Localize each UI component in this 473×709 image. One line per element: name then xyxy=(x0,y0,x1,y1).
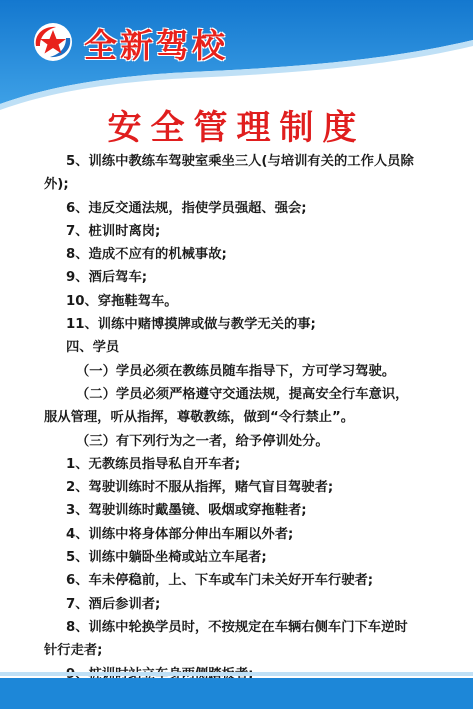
section-heading: 四、学员 xyxy=(66,340,120,356)
rule-line: 8、造成不应有的机械事故; xyxy=(66,247,227,263)
rule-line: （二）学员必须严格遵守交通法规，提高安全行车意识， xyxy=(76,386,409,402)
rule-line: 7、桩训时离岗; xyxy=(66,223,161,239)
rule-line: 服从管理，听从指挥，尊敬教练，做到“令行禁止”。 xyxy=(44,410,355,426)
rule-line: 2、驾驶训练时不服从指挥，赌气盲目驾驶者; xyxy=(66,480,334,496)
rule-line: 5、训练中教练车驾驶室乘坐三人(与培训有关的工作人员除 xyxy=(66,154,414,169)
rule-line: 9、酒后驾车; xyxy=(66,270,148,286)
footer-band xyxy=(0,672,473,709)
rule-line: 11、训练中赌博摸牌或做与教学无关的事; xyxy=(66,317,316,333)
rule-line: 6、违反交通法规，指使学员强超、强会; xyxy=(66,200,307,216)
rule-line: 7、酒后参训者; xyxy=(66,596,161,612)
rule-line: 8、训练中轮换学员时，不按规定在车辆右侧车门下车逆时 xyxy=(66,619,408,635)
rule-line: 针行走者; xyxy=(44,643,103,659)
rule-line: 1、无教练员指导私自开车者; xyxy=(66,456,241,472)
rule-line: 3、驾驶训练时戴墨镜、吸烟或穿拖鞋者; xyxy=(66,503,307,519)
rules-body xyxy=(44,150,444,709)
rule-line: 10、穿拖鞋驾车。 xyxy=(66,293,178,309)
rule-line: 外); xyxy=(44,177,69,193)
rule-line: （一）学员必须在教练员随车指导下，方可学习驾驶。 xyxy=(76,363,396,379)
document-title: 安全管理制度 xyxy=(107,108,366,148)
rule-line: 6、车未停稳前，上、下车或车门未关好开车行驶者; xyxy=(66,573,374,589)
rule-line: 5、训练中躺卧坐椅或站立车尾者; xyxy=(66,550,267,566)
school-name: 全新驾校 xyxy=(84,26,228,65)
rule-line: 4、训练中将身体部分伸出车厢以外者; xyxy=(66,526,294,542)
red-star-swoosh-logo xyxy=(30,22,76,62)
rule-line: （三）有下列行为之一者，给予停训处分。 xyxy=(76,433,329,449)
